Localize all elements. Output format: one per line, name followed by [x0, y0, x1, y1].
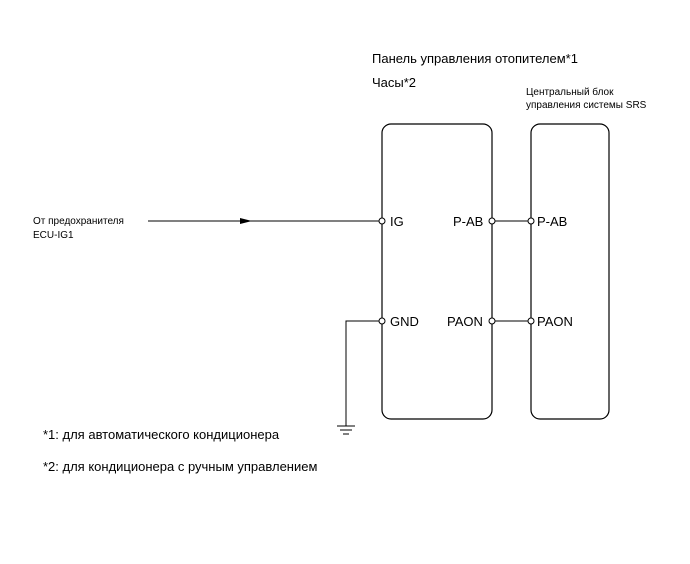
heater-panel-title: Панель управления отопителем*1 [372, 51, 578, 66]
terminal-ig [379, 218, 385, 224]
source-label-line1: От предохранителя [33, 216, 124, 227]
terminal-gnd [379, 318, 385, 324]
srs-ecu-block [531, 124, 609, 419]
heater-panel-block [382, 124, 492, 419]
pin-pab-left-label: P-AB [453, 214, 484, 229]
source-label-line2: ECU-IG1 [33, 230, 74, 241]
srs-ecu-title-line1: Центральный блок [526, 87, 614, 98]
ground-wire [346, 321, 379, 426]
pin-pab-right-label: P-AB [537, 214, 568, 229]
pin-paon-right-label: PAON [537, 314, 573, 329]
note-2: *2: для кондиционера с ручным управлением [43, 459, 318, 474]
clock-title: Часы*2 [372, 75, 417, 90]
terminal-pab-right [528, 218, 534, 224]
terminal-pab-left [489, 218, 495, 224]
srs-ecu-title-line2: управления системы SRS [526, 100, 647, 111]
note-1: *1: для автоматического кондиционера [43, 427, 280, 442]
ground-icon [337, 426, 355, 434]
pin-paon-left-label: PAON [447, 314, 483, 329]
terminal-paon-left [489, 318, 495, 324]
pin-gnd-label: GND [390, 314, 419, 329]
arrow-icon [240, 218, 252, 224]
terminal-paon-right [528, 318, 534, 324]
pin-ig-label: IG [390, 214, 404, 229]
